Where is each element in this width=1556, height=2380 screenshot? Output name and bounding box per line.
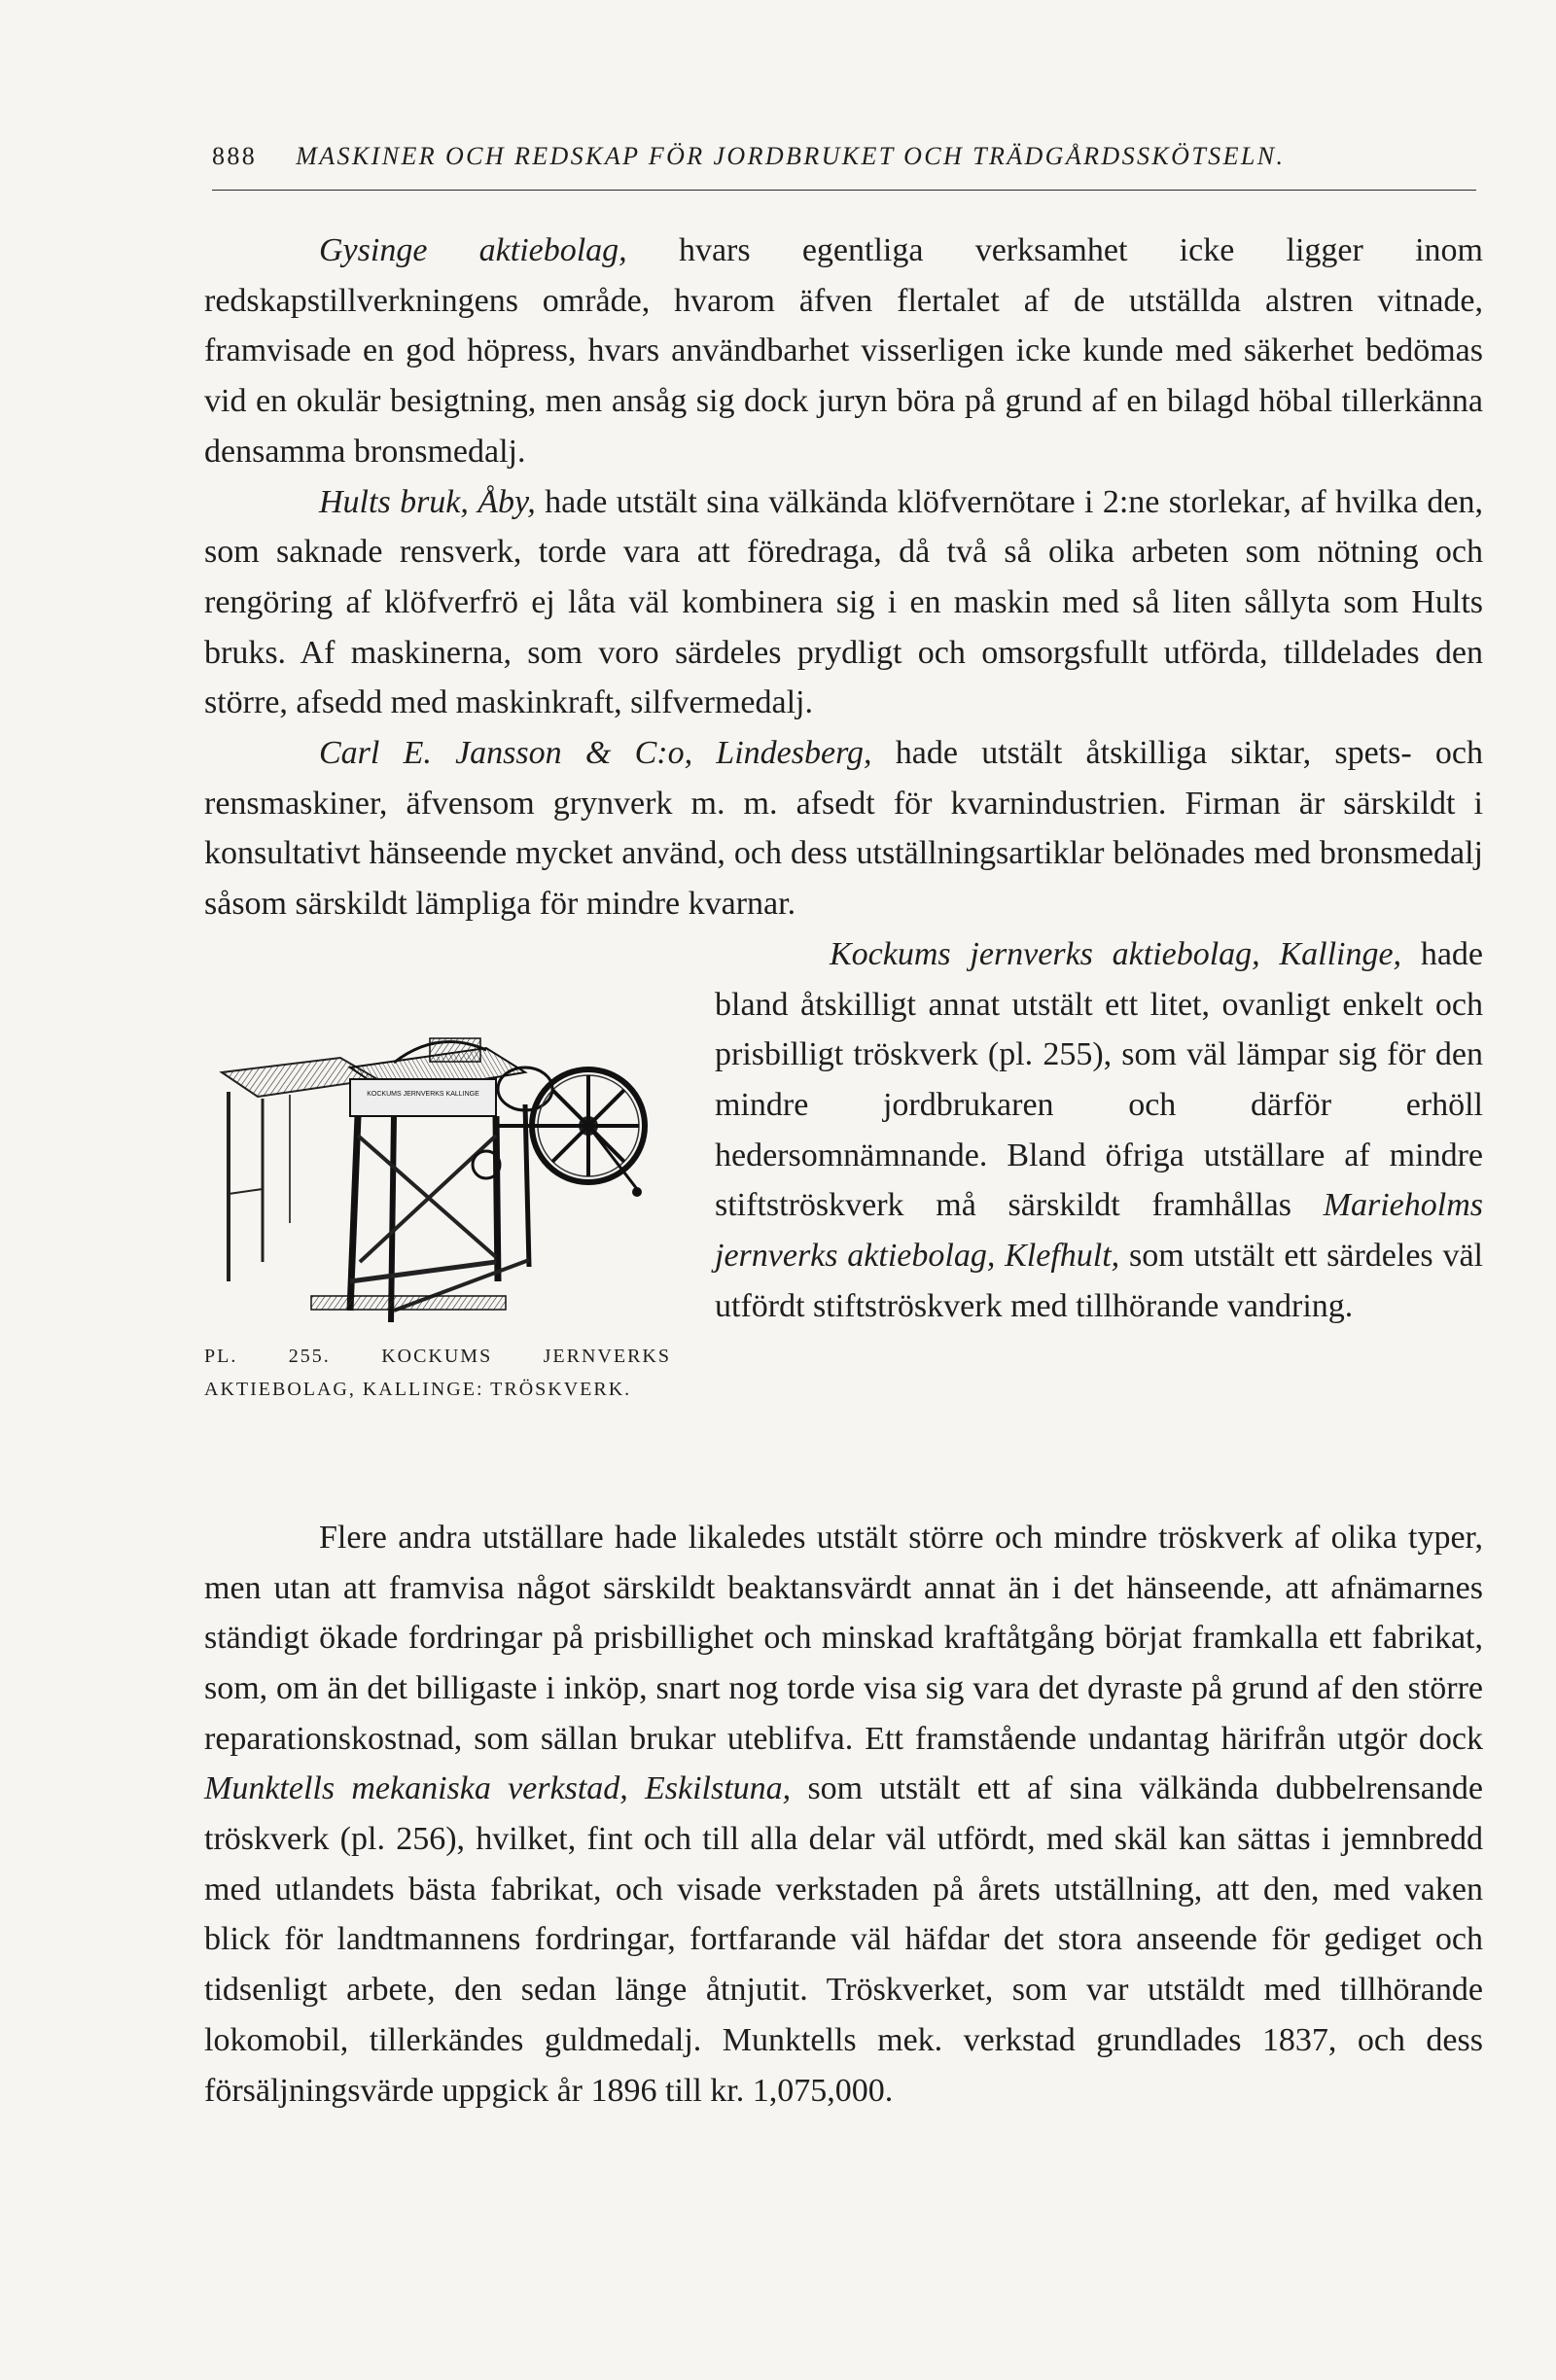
paragraph-text: hade bland åtskilligt annat utstält ett litet, ovanligt enkelt och prisbilligt tröskverk (pl. 255), som väl lämpar sig för den mindre jordbrukaren och därför erhöll hedersomnämnande. Bland öfriga utställare af mindre stiftströskverk må särskildt framhållas xyxy=(715,935,1484,1224)
header-rule xyxy=(212,190,1476,191)
firm-name: Hults bruk, Åby, xyxy=(319,483,536,520)
running-title: MASKINER OCH REDSKAP FÖR JORDBRUKET OCH TRÄDGÅRDSSKÖTSELN. xyxy=(296,142,1286,170)
body-text xyxy=(204,226,1483,2116)
firm-name: Gysinge aktiebolag, xyxy=(319,232,627,268)
figure-caption: PL. 255. KOCKUMS JERNVERKS AKTIEBOLAG, KALLINGE: TRÖSKVERK. xyxy=(204,1346,671,1400)
paragraph-carl-jansson xyxy=(204,728,1483,929)
paragraph-text: som utstält ett af sina välkända dubbelrensande tröskverk (pl. 256), hvilket, fint och till alla delar väl utfördt, med skäl kan sättas i jemnbredd med utlandets bästa fabrikat, och visade verkstaden på årets utställning, att den, med vaken blick för landtmannens fordringar, fortfarande väl häfdar det stora anseende för gediget och tidsenligt arbete, den sedan länge åtnjutit. Tröskverket, som var utstäldt med tillhörande lokomobil, tillerkändes guldmedalj. Munktells mek. verkstad grundlades 1837, och dess försäljningsvärde uppgick år 1896 till kr. 1,075,000. xyxy=(204,1770,1483,2109)
firm-name: Munktells mekaniska verkstad, Eskilstuna, xyxy=(204,1770,792,1807)
page-number: 888 xyxy=(212,142,258,170)
firm-name: Marieholms jernverks aktiebolag, Klefhult, xyxy=(715,1187,1483,1275)
paragraph-text: hvars egentliga verksamhet icke ligger inom redskapstillverkningens område, hvarom äfven flertalet af de utställda alstren vitnade, framvisade en god höpress, hvars användbarhet visserligen icke kunde med säkerhet bedömas vid en okulär besigtning, men ansåg sig dock juryn böra på grund af en bilagd höbal tillerkänna densamma bronsmedalj. xyxy=(204,232,1483,470)
paragraph-flere-andra xyxy=(204,1513,1483,2116)
firm-name: Kockums jernverks aktiebolag, Kallinge, xyxy=(830,935,1402,972)
paragraph-gysinge xyxy=(204,226,1483,477)
paragraph-text: som utstält ett särdeles väl utfördt stiftströskverk med tillhörande vandring. xyxy=(715,1238,1484,1324)
paragraph-text: hade utstält sina välkända klöfvernötare i 2:ne storlekar, af hvilka den, som saknade rensverk, torde vara att föredraga, då två så olika arbeten som nötning och rengöring af klöfverfrö ej låta väl kombinera sig i en maskin med så liten sållyta som Hults bruks. Af maskinerna, som voro särdeles prydligt och omsorgsfullt utförda, tilldelades den större, afsedd med maskinkraft, silfvermedalj. xyxy=(204,483,1484,721)
paragraph-text: Flere andra utställare hade likaledes utstält större och mindre tröskverk af olika typer, men utan att framvisa något särskildt beaktansvärdt annat än i det hänseende, att afnämarnes ständigt ökade fordringar på prisbillighet och minskad kraftåtgång börjat framkalla ett fabrikat, som, om än det billigaste i inköp, snart nog torde visa sig vara det dyraste på grund af den större reparationskostnad, som sällan brukar uteblifva. Ett framstående undantag härifrån utgör dock xyxy=(204,1519,1483,1757)
running-header xyxy=(212,142,1476,171)
paragraph-text: hade utstält åtskilliga siktar, spets- och rensmaskiner, äfvensom grynverk m. m. afsedt för kvarnindustrien. Firman är särskildt i konsultativt hänseende mycket använd, och dess utställningsartiklar belönades med bronsmedalj såsom särskildt lämpliga för mindre kvarnar. xyxy=(204,735,1483,923)
figure-float-spacer xyxy=(204,929,715,1513)
machine-maker-plate: KOCKUMS JERNVERKS KALLINGE xyxy=(367,1091,479,1098)
paragraph-hults-bruk xyxy=(204,477,1483,729)
firm-name: Carl E. Jansson & C:o, Lindesberg, xyxy=(319,735,872,772)
